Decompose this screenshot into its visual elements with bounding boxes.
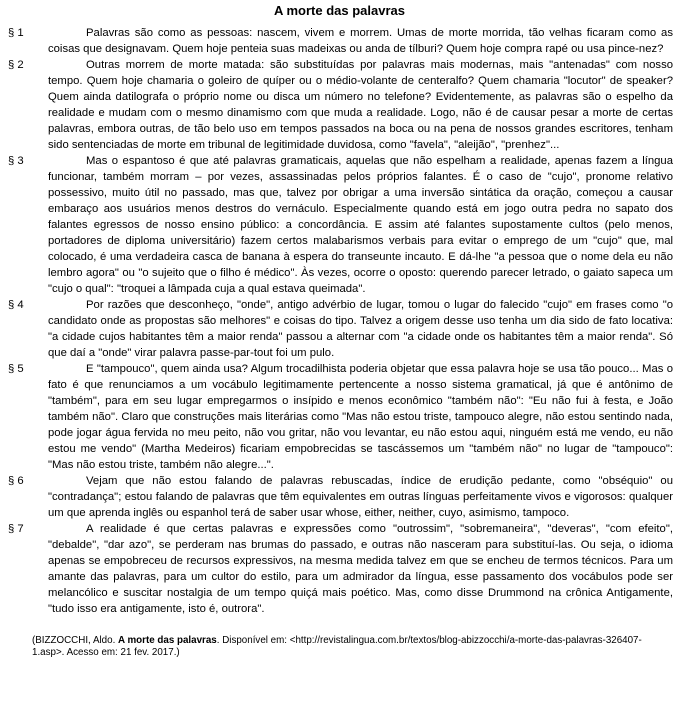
citation-title: A morte das palavras — [118, 635, 217, 646]
paragraph-text: Vejam que não estou falando de palavras rebuscadas, índice de erudição pedante, como "obséquio" ou "contradança"; estou falando de palavras que têm equivalentes em outras línguas perfeitamente vivos e vigorosos: qualquer um que aprenda inglês ou espanhol terá de saber usar whose, either, neither, cuyo, asimismo, tampoco. — [48, 475, 673, 519]
paragraph-5 — [6, 361, 673, 473]
paragraph-text: A realidade é que certas palavras e expressões como "outrossim", "sobremaneira", "deveras", "com efeito", "debalde", "dar azo", se perderam nas brumas do passado, e outras não nasceram para substituí-las. Ou seja, o idioma apenas se empobreceu de recursos expressivos, na mesma medida talvez em que se encheu de termos técnicos. Para um amante das palavras, para um cultor do estilo, para um admirador da língua, esse passamento dos vocábulos pode ser melancólico e suscitar nostalgia de um tempo quiçá mais poético. Mas, como disse Drummond na crônica Antigamente, "tudo isso era antigamente, isto é, outrora". — [48, 523, 673, 615]
paragraph-text: Palavras são como as pessoas: nascem, vivem e morrem. Umas de morte morrida, tão velhas ficaram como as coisas que designavam. Quem hoje penteia suas madeixas ou anda de tílburi? Quem hoje compra rapé ou usa pince-nez? — [48, 27, 673, 55]
paragraph-text: Mas o espantoso é que até palavras gramaticais, aquelas que não espelham a realidade, apenas fazem a língua funcionar, também morram – por vezes, assassinadas pelos próprios falantes. É o caso de "cujo", pronome relativo possessivo, muito útil no passado, mas que, talvez por obrigar a uma inversão sintática da oração, começou a causar embaraço aos usuários menos destros do vernáculo. Especialmente quando está em jogo outra pedra no sapato dos falantes egressos de nosso ensino público: a concordância. E assim até falantes supostamente cultos (pelo menos, portadores de diploma universitário) fazem certos malabarismos verbais para evitar o emprego de um "cujo" que, mal colocado, é uma verdadeira casca de banana à espera do transeunte incauto. E dá-lhe "a pessoa que o nome dela eu não lembro agora" ou "o sujeito que o filho é médico". Às vezes, ocorre o oposto: querendo parecer letrado, o gaiato sapeca um "cujo o qual": "troquei a lâmpada cuja a qual estava queimada". — [48, 155, 673, 295]
source-citation — [32, 635, 673, 659]
paragraph-6 — [6, 473, 673, 521]
paragraph-text: E "tampouco", quem ainda usa? Algum trocadilhista poderia objetar que essa palavra hoje se usa tão pouco... Mas o fato é que renunciamos a um vocábulo legitimamente pertencente a nosso sistema gramatical, já que é antônimo de "também", para em seu lugar empregarmos o insípido e menos econômico "também não": "Eu não fui à festa, e João também não". Claro que construções mais literárias como "Mas não estou triste, tampouco alegre, não estou sentindo nada, pode jogar água fervida no meu peito, não vou gritar, não vou levantar, eu não estou aqui, ninguém está me vendo, eu não estou me vendo" (Martha Medeiros) ficariam empobrecidas se tascássemos um "também não" no lugar de "tampouco": "Mas não estou triste, também não alegre...". — [48, 363, 673, 471]
citation-prefix: (BIZZOCCHI, Aldo. — [32, 635, 119, 646]
section-marker: § 6 — [8, 475, 24, 487]
paragraph-1 — [6, 25, 673, 57]
paragraph-7 — [6, 521, 673, 617]
paragraph-4 — [6, 297, 673, 361]
page-title: A morte das palavras — [273, 3, 406, 18]
section-marker: § 4 — [8, 299, 24, 311]
paragraph-text: Por razões que desconheço, "onde", antigo advérbio de lugar, tomou o lugar do falecido "cujo" em frases como "o candidato onde as propostas são melhores" e coisas do tipo. Talvez a origem desse uso tenha um dia sido de fato locativa: "a cidade cujos habitantes têm a maior renda" passou a alternar com "a cidade onde os habitantes têm a maior renda". Só que daí a "onde" virar palavra passe-par-tout foi um pulo. — [48, 299, 673, 359]
section-marker: § 5 — [8, 363, 24, 375]
section-marker: § 3 — [8, 155, 24, 167]
paragraph-text: Outras morrem de morte matada: são substituídas por palavras mais modernas, mais "antenadas" com nosso tempo. Quem hoje chamaria o goleiro de quíper ou o médio-volante de centeralfo? Quem chamaria "locutor" de speaker? Quem ainda datilografa o próprio nome ou disca um número no telefone? Evidentemente, as palavras são o espelho da realidade e mudam com o mesmo dinamismo com que muda a realidade. Logo, não é de causar pesar a morte de certas palavras, embora outras, de tão belo uso em tempos passados na boca ou na pena de nossos grandes escritores, tenham sido sentenciadas de morte em tribunal de legitimidade duvidosa, como "favela", "aleijão", "prenhez"... — [48, 59, 673, 151]
section-marker: § 7 — [8, 523, 24, 535]
paragraph-3 — [6, 153, 673, 297]
citation-suffix: . Disponível em: <http://revistalingua.com.br/textos/blog-abizzocchi/a-morte-das-palavras-326407-1.asp>. Acesso em: 21 fev. 2017.) — [32, 635, 642, 658]
section-marker: § 2 — [8, 59, 24, 71]
section-marker: § 1 — [8, 27, 24, 39]
paragraph-2 — [6, 57, 673, 153]
